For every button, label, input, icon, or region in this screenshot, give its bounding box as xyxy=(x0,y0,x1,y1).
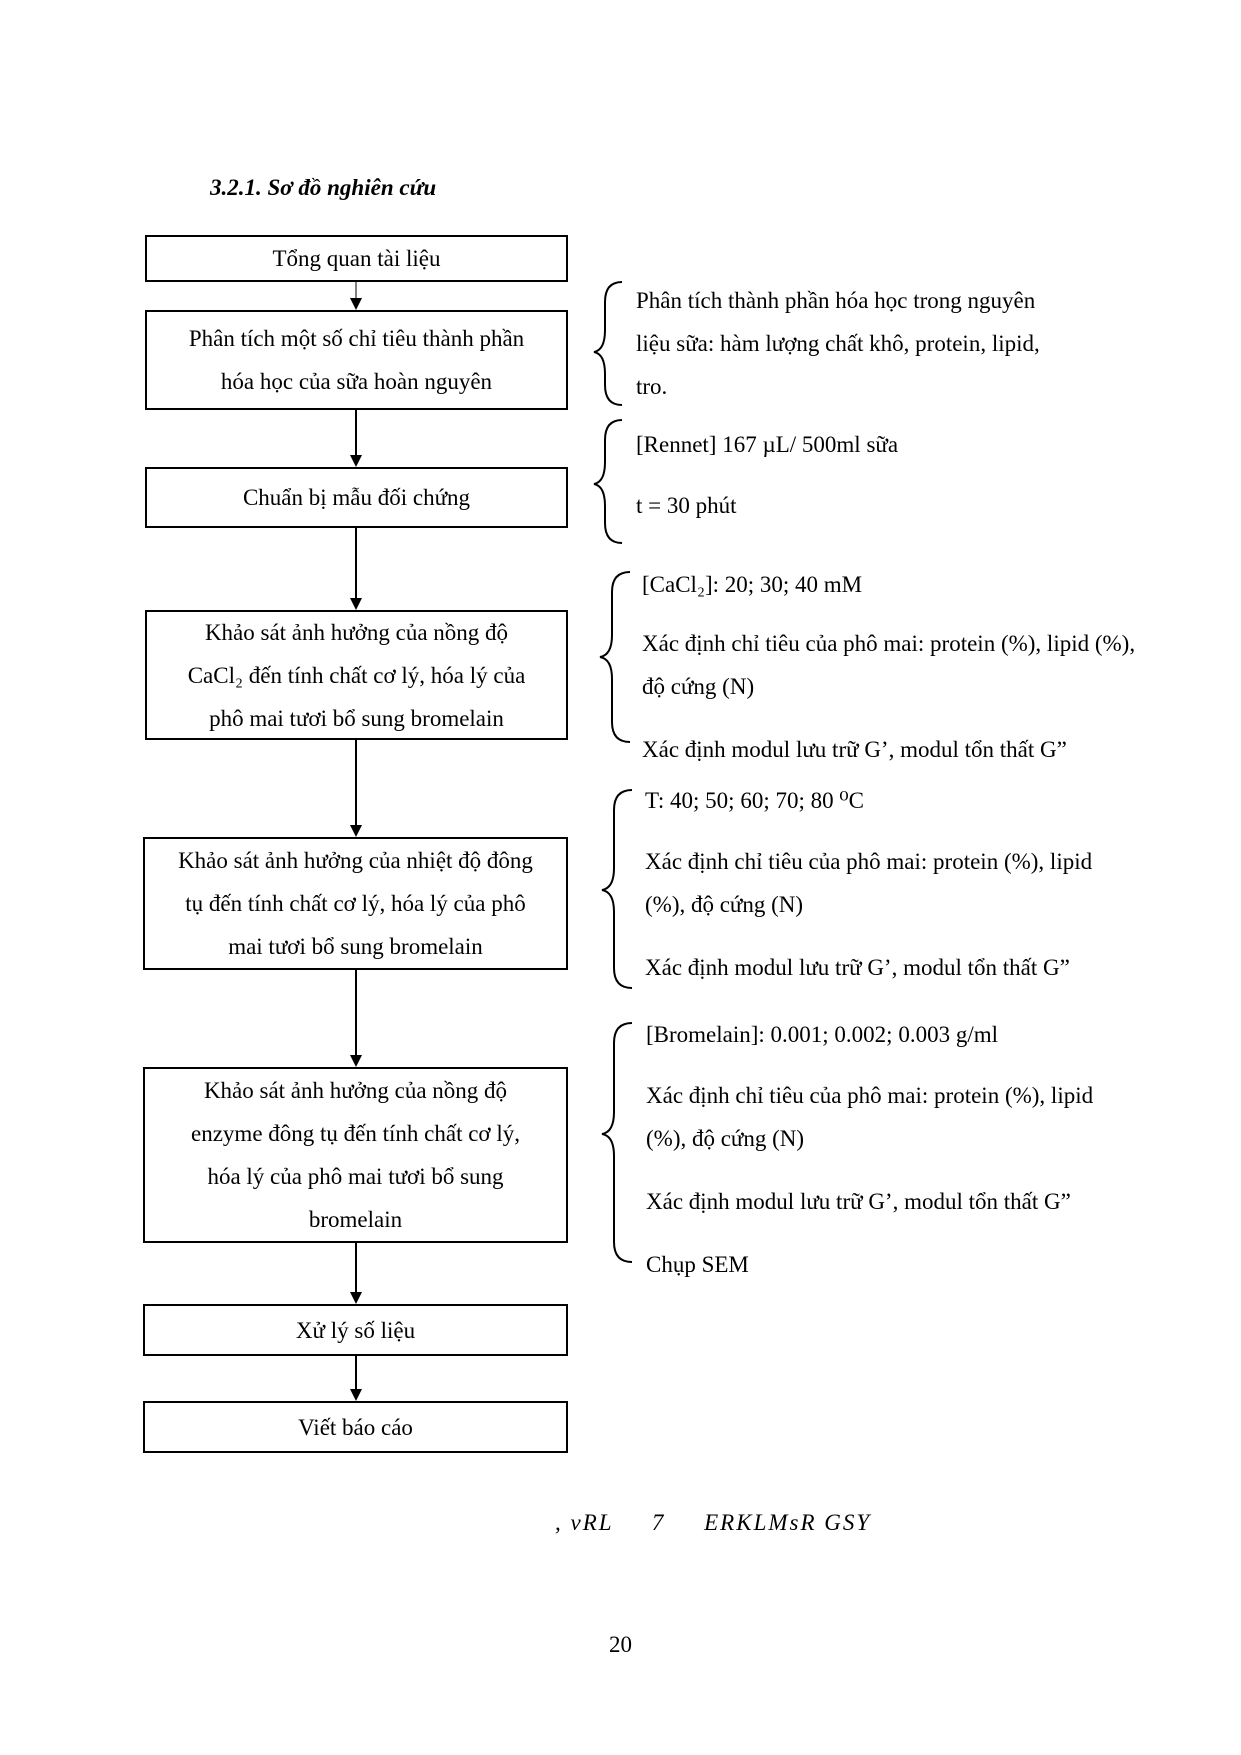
note-4-line-4: Xác định modul lưu trữ G’, modul tổn thất G” xyxy=(645,955,1070,980)
brace-5 xyxy=(602,1023,632,1262)
note-5-line-3: (%), độ cứng (N) xyxy=(646,1126,805,1151)
brace-1 xyxy=(594,282,622,405)
step-label: phô mai tươi bổ sung bromelain xyxy=(209,705,504,731)
section-heading: 3.2.1. Sơ đồ nghiên cứu xyxy=(210,175,437,200)
step-milk-analysis xyxy=(145,310,568,410)
step-label: Khảo sát ảnh hưởng của nồng độ xyxy=(204,619,509,645)
brace-4 xyxy=(602,790,632,988)
step-label: Viết báo cáo xyxy=(298,1414,413,1440)
step-data-processing xyxy=(143,1304,568,1356)
note-2-line-2: t = 30 phút xyxy=(636,493,737,518)
step-label: Khảo sát ảnh hưởng của nồng độ xyxy=(203,1078,508,1103)
step-label: tụ đến tính chất cơ lý, hóa lý của phô xyxy=(185,891,526,916)
step-label: CaCl₂ đến tính chất cơ lý, hóa lý của xyxy=(187,662,526,688)
step-enzyme-survey xyxy=(143,1067,568,1243)
note-3-line-1: [CaCl₂]: 20; 30; 40 mM xyxy=(642,572,863,597)
page-number: 20 xyxy=(609,1632,632,1657)
note-1-line-3: tro. xyxy=(636,374,668,399)
note-1-line-2: liệu sữa: hàm lượng chất khô, protein, lipid, xyxy=(636,331,1040,356)
note-5-line-2: Xác định chỉ tiêu của phô mai: protein (%), lipid xyxy=(646,1083,1094,1108)
note-4-line-1: T: 40; 50; 60; 70; 80 ⁰C xyxy=(645,788,864,813)
note-4-line-2: Xác định chỉ tiêu của phô mai: protein (%), lipid xyxy=(645,849,1093,874)
step-label: hóa lý của phô mai tươi bổ sung xyxy=(207,1164,504,1189)
step-label: mai tươi bổ sung bromelain xyxy=(228,934,483,959)
brace-3 xyxy=(600,572,630,742)
note-5-line-5: Chụp SEM xyxy=(646,1252,749,1277)
note-3-line-4: Xác định modul lưu trữ G’, modul tổn thất G” xyxy=(642,737,1067,762)
note-5-line-1: [Bromelain]: 0.001; 0.002; 0.003 g/ml xyxy=(646,1022,998,1047)
figure-caption: , vRL 7 ERKLMsR GSY xyxy=(555,1510,872,1535)
step-label: enzyme đông tụ đến tính chất cơ lý, xyxy=(191,1121,520,1146)
note-3-line-2: Xác định chỉ tiêu của phô mai: protein (%), lipid (%), xyxy=(642,631,1136,656)
step-literature-review xyxy=(145,235,568,282)
step-cacl2-survey xyxy=(145,610,568,740)
step-label: Chuẩn bị mẫu đối chứng xyxy=(242,485,471,510)
note-5-line-4: Xác định modul lưu trữ G’, modul tổn thất G” xyxy=(646,1189,1071,1214)
step-control-sample xyxy=(145,467,568,528)
step-label: Khảo sát ảnh hưởng của nhiệt độ đông xyxy=(178,848,533,873)
note-2-line-1: [Rennet] 167 µL/ 500ml sữa xyxy=(636,432,899,457)
step-label: Xử lý số liệu xyxy=(295,1317,416,1343)
step-write-report xyxy=(143,1401,568,1453)
brace-2 xyxy=(594,420,622,543)
step-label: Tổng quan tài liệu xyxy=(272,246,441,271)
step-label: hóa học của sữa hoàn nguyên xyxy=(220,369,493,394)
step-temperature-survey xyxy=(143,837,568,970)
note-4-line-3: (%), độ cứng (N) xyxy=(645,892,804,917)
note-3-line-3: độ cứng (N) xyxy=(642,674,755,699)
note-1-line-1: Phân tích thành phần hóa học trong nguyên xyxy=(636,288,1036,313)
step-label: Phân tích một số chỉ tiêu thành phần xyxy=(188,326,525,351)
step-label: bromelain xyxy=(308,1207,403,1232)
